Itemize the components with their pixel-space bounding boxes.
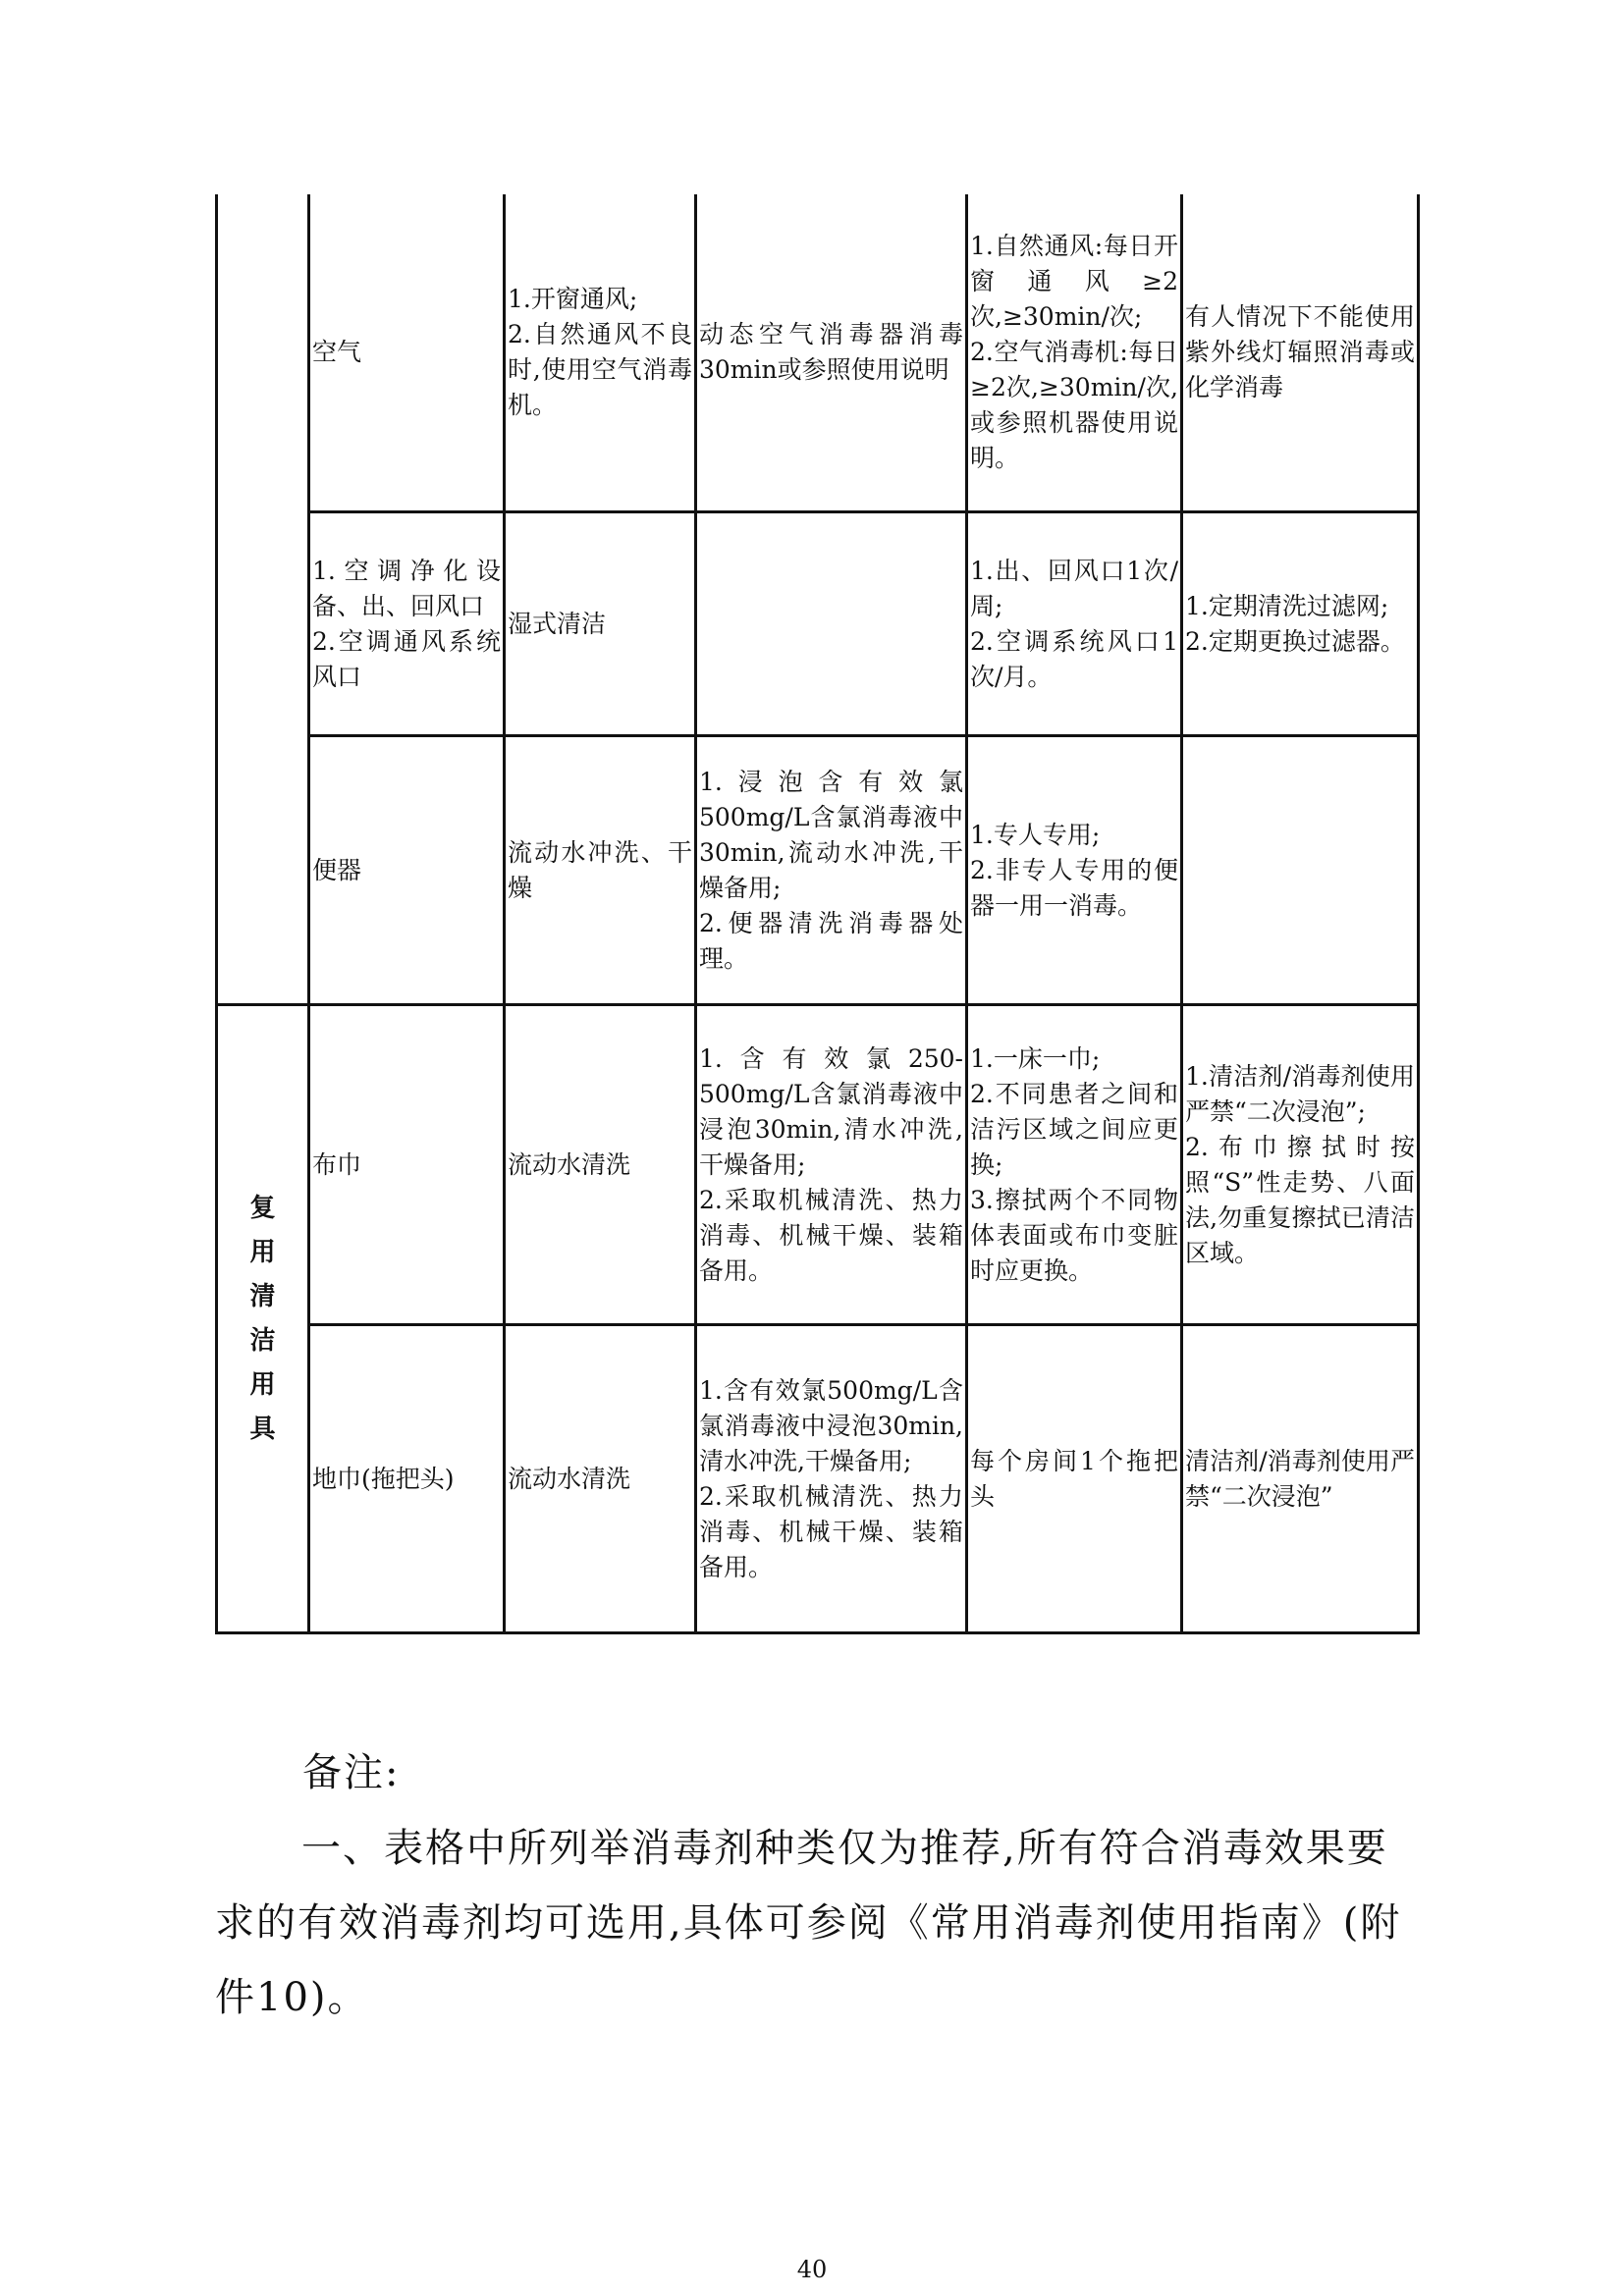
remarks-title: 备注: bbox=[302, 1750, 401, 1795]
table-cell-object: 地巾(拖把头) bbox=[312, 1464, 455, 1493]
table-cell-notes: 1.定期清洗过滤网; 2.定期更换过滤器。 bbox=[1185, 591, 1405, 656]
category-char: 洁 bbox=[249, 1325, 276, 1356]
table-cell-notes bbox=[1183, 737, 1417, 1003]
table-cell-method: 流动水清洗 bbox=[508, 1464, 631, 1493]
table-border bbox=[215, 1631, 1420, 1634]
table-cell-disinfection: 动态空气消毒器消毒30min或参照使用说明 bbox=[699, 320, 963, 384]
category-char: 复 bbox=[249, 1193, 276, 1223]
category-char: 具 bbox=[249, 1414, 276, 1444]
table-cell-object: 便器 bbox=[312, 855, 362, 884]
table-cell-notes: 有人情况下不能使用紫外线灯辐照消毒或化学消毒 bbox=[1185, 302, 1415, 401]
table-cell-method: 流动水清洗 bbox=[508, 1149, 631, 1179]
remarks-item-1: 一、表格中所列举消毒剂种类仅为推荐,所有符合消毒效果要求的有效消毒剂均可选用,具体可参阅《常用消毒剂使用指南》(附件10)。 bbox=[215, 1826, 1402, 2020]
table-cell-disinfection: 1.含有效氯500mg/L含氯消毒液中浸泡30min,清水冲洗,干燥备用; 2.采取机械清洗、热力消毒、机械干燥、装箱备用。 bbox=[699, 1375, 963, 1581]
table-cell-disinfection: 1.浸泡含有效氯500mg/L含氯消毒液中30min,流动水冲洗,干燥备用; 2.便器清洗消毒器处理。 bbox=[699, 767, 963, 973]
table-cell-object: 布巾 bbox=[312, 1149, 362, 1179]
table-cell-notes: 1.清洁剂/消毒剂使用严禁“二次浸泡”; 2.布巾擦拭时按照“S”性走势、八面法,勿重复擦拭已清洁区域。 bbox=[1185, 1061, 1415, 1267]
table-cell-object: 空气 bbox=[312, 338, 362, 366]
table-cell-frequency: 每个房间1个拖把头 bbox=[970, 1446, 1178, 1511]
disinfection-table bbox=[215, 194, 1420, 1634]
table-cell-frequency: 1.专人专用; 2.非专人专用的便器一用一消毒。 bbox=[970, 820, 1178, 920]
category-char: 用 bbox=[249, 1237, 276, 1267]
category-cell bbox=[218, 1006, 307, 1631]
page-number: 40 bbox=[796, 2256, 828, 2283]
table-cell-frequency: 1.自然通风:每日开窗通风≥2次,≥30min/次; 2.空气消毒机:每日≥2次,≥30min/次,或参照机器使用说明。 bbox=[970, 232, 1178, 472]
category-char: 清 bbox=[249, 1281, 276, 1311]
table-cell-frequency: 1.一床一巾; 2.不同患者之间和洁污区域之间应更换; 3.擦拭两个不同物体表面或布巾变脏时应更换。 bbox=[970, 1043, 1178, 1285]
table-cell-disinfection bbox=[697, 513, 965, 734]
table-cell-method: 1.开窗通风; 2.自然通风不良时,使用空气消毒机。 bbox=[508, 285, 692, 419]
table-cell-disinfection: 1.含有效氯250-500mg/L含氯消毒液中浸泡30min,清水冲洗,干燥备用; 2.采取机械清洗、热力消毒、机械干燥、装箱备用。 bbox=[699, 1043, 963, 1285]
table-border bbox=[1417, 194, 1420, 1634]
table-cell-object: 1.空调净化设备、出、回风口 2.空调通风系统风口 bbox=[312, 556, 501, 691]
table-cell-frequency: 1.出、回风口1次/周; 2.空调系统风口1次/月。 bbox=[970, 556, 1178, 691]
table-cell-notes: 清洁剂/消毒剂使用严禁“二次浸泡” bbox=[1185, 1446, 1415, 1511]
table-cell-method: 流动水冲洗、干燥 bbox=[508, 837, 692, 902]
table-cell-method: 湿式清洁 bbox=[508, 609, 607, 638]
category-char: 用 bbox=[249, 1369, 276, 1400]
category-cell bbox=[218, 194, 307, 1003]
